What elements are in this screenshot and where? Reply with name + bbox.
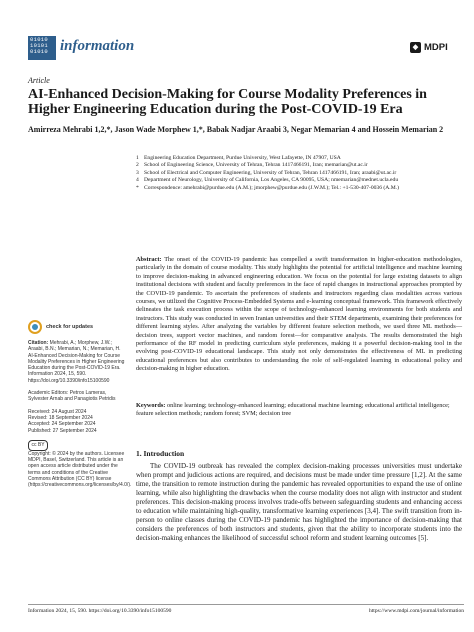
- affiliation-item: [136, 162, 466, 169]
- check-updates-icon: [28, 320, 42, 334]
- affiliation-number: *: [136, 184, 139, 191]
- check-updates-label: check for updates: [46, 324, 94, 330]
- article-title: AI-Enhanced Decision-Making for Course Modality Preferences in Higher Engineering Education during the Post-COVID-19 Era: [28, 87, 427, 117]
- affiliation-number: 2: [136, 162, 139, 169]
- received-date: Received: 24 August 2024: [28, 408, 87, 415]
- editors-label: Academic Editors:: [28, 390, 69, 397]
- license-block: [28, 440, 132, 489]
- keywords: [136, 402, 462, 419]
- journal-logo: [28, 36, 56, 60]
- mdpi-mark-icon: ◆: [410, 42, 421, 53]
- affiliation-text: Department of Neurology, University of California, Los Angeles, CA 90095, USA; nmemarian@mednet.ucla.edu: [144, 177, 399, 184]
- citation-block: [28, 340, 128, 384]
- keywords-label: Keywords:: [136, 402, 166, 409]
- affiliations: [136, 155, 466, 192]
- article-type: Article: [28, 76, 50, 85]
- publisher-logo: [410, 42, 448, 53]
- dates-block: [28, 409, 128, 434]
- cc-by-icon[interactable]: cc BY: [28, 440, 48, 451]
- section-heading: 1. Introduction: [136, 449, 185, 458]
- citation-label: Citation:: [28, 340, 49, 346]
- accepted-date: Accepted: 24 September 2024: [28, 421, 96, 428]
- editors-block: [28, 390, 128, 403]
- journal-name: information: [60, 38, 135, 54]
- affiliation-number: 1: [136, 155, 139, 161]
- footer-journal-link[interactable]: https://www.mdpi.com/journal/information: [369, 608, 464, 614]
- editors-text: Petros Lameras, Sylvester Arnab and Panagiotis Petridis: [28, 390, 116, 403]
- footer-divider: [28, 604, 464, 605]
- affiliation-item: [136, 185, 466, 192]
- affiliation-number: 4: [136, 177, 139, 184]
- copyright-text: Copyright: © 2024 by the authors. Licensee MDPI, Basel, Switzerland. This article is an open access article distributed under the terms and conditions of the Creative Commons Attribution (CC BY) license (https://creativecommons.org/licenses/by/4.0/).: [28, 450, 132, 489]
- affiliation-text: Correspondence: amehrabi@purdue.edu (A.M.); jmorphew@purdue.edu (J.W.M.); Tel.: +1-530-407-0036 (A.M.): [144, 184, 399, 191]
- affiliation-text: School of Electrical and Computer Engineering, University of Tehran, Tehran 1417466191, Iran; araabi@ut.ac.ir: [144, 169, 397, 176]
- abstract-label: Abstract:: [136, 256, 162, 263]
- citation-text: Mehrabi, A.; Morphew, J.W.; Araabi, B.N.; Memarian, N.; Memarian, H. AI-Enhanced Decision-Making for Course Modality Preferences in Higher Engineering Education during the Post-COVID-19 Era. Information 2024, 15, 590. https://doi.org/10.3390/info15100590: [28, 340, 125, 384]
- page-footer: [28, 608, 464, 614]
- abstract-text: The onset of the COVID-19 pandemic has compelled a swift transformation in higher-education methodologies, particularly in the domain of course modality. This study highlights the potential for artificial intelligence and machine learning to improve decision-making in advanced engineering education. We focus on the potential for large existing datasets to align institutional decisions with student and faculty preferences in the face of rapid changes in instructional approaches prompted by the COVID-19 pandemic. To ascertain the preferences of students and instructors regarding class modalities across various courses, we utilized the Cognitive Process-Embedded Systems and e-learning conceptual framework. This framework effectively delineates the task execution process within the scope of technology-enhanced learning environments for both students and instructors. This study was conducted in seven Iranian universities and their STEM departments, examining their preferences for different learning styles. After analyzing the variables by different feature selection methods, we used three ML methods—decision trees, support vector machines, and random forest—for comparative analysis. The results demonstrated the high performance of the RF model in predicting curriculum style preferences, making it a powerful decision-making tool in the evolving post-COVID-19 educational landscape. This study not only demonstrates the effectiveness of ML in predicting educational preferences but also contributes to understanding the role of self-regulated learning in educational policy and decision-making in higher education.: [136, 256, 462, 373]
- footer-citation-link[interactable]: Information 2024, 15, 590. https://doi.org/10.3390/info15100590: [28, 608, 172, 614]
- affiliation-text: Engineering Education Department, Purdue University, West Lafayette, IN 47907, USA: [144, 155, 341, 161]
- intro-paragraph: The COVID-19 outbreak has revealed the complex decision-making processes universities must undertake when prompt and judicious actions are required, and decisions must be made under time pressure [1,2]. At the same time, the transition to remote instruction during the pandemic has revealed opportunities to expand the use of online learning, while also highlighting the drawbacks when the course modality does not align with instructor and student preferences. This decision-making process involves trade-offs between safeguarding students and enhancing access to education while maintaining high-quality, transformative learning experiences [3,4]. The swift transition from in-person to online classes during the COVID-19 pandemic has highlighted the importance of decision-making that considers the preferences of both instructors and students, given that the ability to incorporate students into the decision-making enhances the likelihood of successful school reform and student learning outcomes [5].: [136, 462, 462, 542]
- affiliation-number: 3: [136, 169, 139, 176]
- publisher-name: MDPI: [424, 42, 448, 54]
- published-date: Published: 27 September 2024: [28, 427, 97, 434]
- check-for-updates-button[interactable]: [28, 320, 128, 334]
- author-list: Amirreza Mehrabi 1,2,*, Jason Wade Morphew 1,*, Babak Nadjar Araabi 3, Negar Memarian 4 and Hossein Memarian 2: [28, 125, 444, 134]
- abstract: [136, 256, 462, 374]
- keywords-text: online learning; technology-enhanced learning; educational machine learning; educational artificial intelligence; feature selection methods; random forest; SVM; decision tree: [136, 402, 450, 418]
- revised-date: Revised: 18 September 2024: [28, 414, 93, 421]
- article-sidebar: [28, 320, 132, 495]
- affiliation-text: School of Engineering Science, University of Tehran, Tehran 1417466191, Iran; memarian@ut.ac.ir: [144, 162, 368, 169]
- logo-binary-text: 01010 10101 01010: [30, 36, 49, 55]
- affiliation-item: [136, 177, 466, 184]
